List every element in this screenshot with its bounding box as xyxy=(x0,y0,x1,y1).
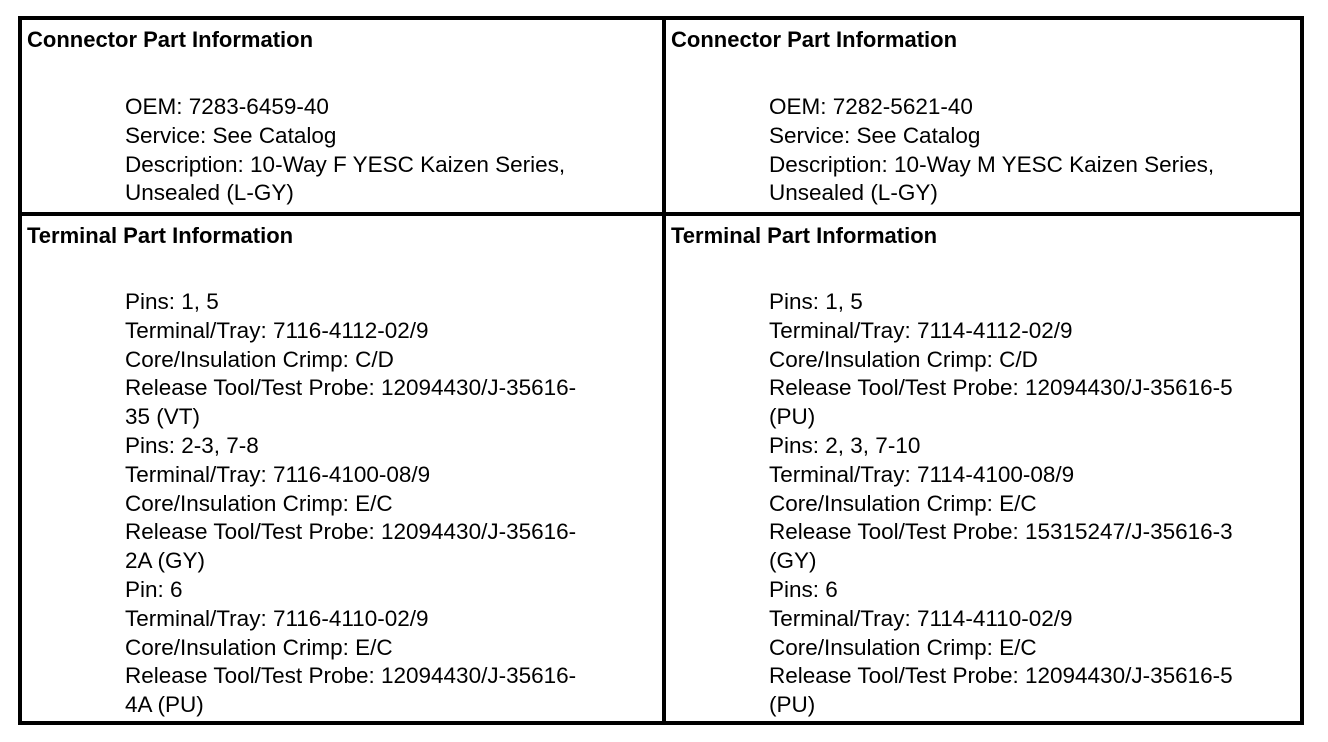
right-terminal-line: Release Tool/Test Probe: 15315247/J-35616-3 xyxy=(769,519,1233,545)
left-terminal-line: Release Tool/Test Probe: 12094430/J-35616- xyxy=(125,519,577,545)
right-terminal-line: Core/Insulation Crimp: E/C xyxy=(769,490,1037,516)
left-terminal-line: 2A (GY) xyxy=(125,548,206,574)
right-terminal-line: Pins: 2, 3, 7-10 xyxy=(769,432,921,458)
left-connector-header: Connector Part Information xyxy=(27,27,314,52)
left-terminal-header: Terminal Part Information xyxy=(27,223,294,248)
left-terminal-line: Pins: 1, 5 xyxy=(125,289,219,314)
left-terminal-line: Terminal/Tray: 7116-4112-02/9 xyxy=(125,317,429,343)
right-connector-description-line-1: Description: 10-Way M YESC Kaizen Series, xyxy=(769,151,1215,177)
left-connector-description-line-2: Unsealed (L-GY) xyxy=(125,180,294,206)
right-terminal-line: Release Tool/Test Probe: 12094430/J-35616-5 xyxy=(769,663,1233,689)
left-terminal-line: 4A (PU) xyxy=(125,692,204,718)
left-terminal-line: Pin: 6 xyxy=(125,576,183,602)
right-terminal-line: (PU) xyxy=(769,404,816,430)
left-connector-description-line-1: Description: 10-Way F YESC Kaizen Series, xyxy=(125,151,566,177)
right-terminal-line: Core/Insulation Crimp: C/D xyxy=(769,346,1038,372)
right-terminal-details xyxy=(769,288,1294,720)
left-connector-service: Service: See Catalog xyxy=(125,122,337,148)
left-terminal-line: Pins: 2-3, 7-8 xyxy=(125,432,259,458)
connector-terminal-table xyxy=(18,16,1304,725)
left-terminal-line: Release Tool/Test Probe: 12094430/J-35616- xyxy=(125,375,577,401)
right-connector-description-line-2: Unsealed (L-GY) xyxy=(769,180,938,206)
right-terminal-line: Core/Insulation Crimp: E/C xyxy=(769,634,1037,660)
left-connector-cell xyxy=(22,20,662,212)
left-terminal-line: Release Tool/Test Probe: 12094430/J-35616- xyxy=(125,663,577,689)
right-terminal-line: Pins: 1, 5 xyxy=(769,289,863,314)
right-terminal-line: Terminal/Tray: 7114-4112-02/9 xyxy=(769,317,1073,343)
left-terminal-line: Terminal/Tray: 7116-4110-02/9 xyxy=(125,605,429,631)
right-terminal-line: (GY) xyxy=(769,548,817,574)
left-terminal-cell xyxy=(22,216,662,721)
left-terminal-details xyxy=(125,288,656,720)
right-terminal-line: Release Tool/Test Probe: 12094430/J-35616-5 xyxy=(769,375,1233,401)
left-terminal-line: Core/Insulation Crimp: E/C xyxy=(125,490,393,516)
right-terminal-line: (PU) xyxy=(769,692,816,718)
left-terminal-line: Terminal/Tray: 7116-4100-08/9 xyxy=(125,461,431,487)
left-connector-oem: OEM: 7283-6459-40 xyxy=(125,94,329,119)
right-terminal-line: Pins: 6 xyxy=(769,576,838,602)
right-terminal-line: Terminal/Tray: 7114-4100-08/9 xyxy=(769,461,1075,487)
right-terminal-header: Terminal Part Information xyxy=(671,223,938,248)
right-connector-cell xyxy=(666,20,1300,212)
left-terminal-line: Core/Insulation Crimp: C/D xyxy=(125,346,394,372)
right-terminal-line: Terminal/Tray: 7114-4110-02/9 xyxy=(769,605,1073,631)
left-connector-details xyxy=(125,93,656,208)
right-connector-oem: OEM: 7282-5621-40 xyxy=(769,94,973,119)
right-connector-header: Connector Part Information xyxy=(671,27,958,52)
left-terminal-line: Core/Insulation Crimp: E/C xyxy=(125,634,393,660)
left-terminal-line: 35 (VT) xyxy=(125,404,201,430)
right-connector-details xyxy=(769,93,1294,208)
right-terminal-cell xyxy=(666,216,1300,721)
right-connector-service: Service: See Catalog xyxy=(769,122,981,148)
